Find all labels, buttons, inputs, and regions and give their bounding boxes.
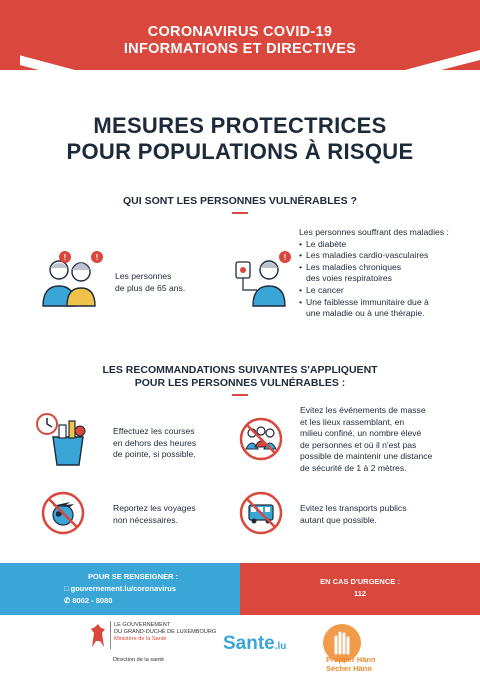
info-footer — [0, 563, 240, 615]
gov-line: Ministère de la Santé — [114, 636, 167, 642]
recommendation-line: et les lieux rassemblant, en — [300, 416, 405, 427]
recommendation-line: de personnes et où il n'est pas — [300, 439, 417, 450]
hand-line: Propper Hänn — [326, 655, 376, 664]
disease-item: • Les maladies chroniques — [299, 262, 474, 274]
disease3-cont: des voies respiratoires — [306, 273, 392, 284]
phone-number[interactable]: 8002 - 8080 — [72, 596, 113, 605]
recommendation-line: possible de maintenir une distance — [300, 451, 433, 462]
gov-line: DU GRAND-DUCHÉ DE LUXEMBOURG — [114, 629, 217, 635]
logo-strip — [0, 615, 480, 678]
banner-title-line2: INFORMATIONS ET DIRECTIVES — [123, 41, 357, 57]
svg-text:!: ! — [63, 253, 67, 262]
svg-text:!: ! — [283, 253, 287, 262]
diseases-intro: Les personnes souffrant des maladies : — [299, 227, 449, 237]
hand-washing-text — [326, 655, 376, 673]
computer-icon: □ — [64, 584, 69, 593]
info-label: POUR SE RENSEIGNER : — [88, 572, 179, 581]
banner-title — [0, 24, 480, 58]
disease-item: • Le cancer — [299, 285, 474, 297]
page-title-line1: MESURES PROTECTRICES — [93, 113, 387, 138]
no-bus-icon — [238, 490, 284, 536]
sante-logo-suffix: .lu — [274, 641, 287, 652]
recommendation-line: de pointe, si possible. — [113, 449, 196, 460]
emergency-footer — [240, 563, 480, 615]
recommendation-line: milieu confiné, un nombre élevé — [300, 428, 422, 439]
sick-person-icon — [233, 250, 299, 308]
emergency-number[interactable]: 112 — [353, 589, 367, 598]
banner-title-line1: CORONAVIRUS COVID-19 — [147, 24, 333, 40]
age-line2: de plus de 65 ans. — [115, 282, 186, 293]
recommendation-line: non nécessaires. — [113, 514, 178, 525]
gov-text — [114, 622, 216, 643]
recommendation-text — [300, 405, 432, 475]
disease-item-continued — [299, 273, 474, 285]
gov-line: LE GOUVERNEMENT — [114, 622, 171, 628]
phone-icon: ✆ — [64, 596, 71, 605]
emergency-label: EN CAS D'URGENCE : — [320, 577, 400, 586]
page-title — [0, 113, 480, 165]
luxembourg-lion-logo — [88, 623, 108, 649]
recommendation-text — [300, 503, 407, 526]
website-link[interactable]: gouvernement.lu/coronavirus — [70, 584, 177, 593]
website-line — [64, 583, 176, 594]
recommendation-line: Evitez les transports publics — [300, 503, 407, 513]
phone-line — [64, 595, 112, 606]
recommendation-line: Reportez les voyages — [113, 503, 196, 513]
recommendations-heading-line1: LES RECOMMANDATIONS SUIVANTES S'APPLIQUENT — [102, 364, 378, 376]
recommendation-text — [113, 503, 196, 526]
no-crowd-icon — [238, 416, 284, 462]
recommendation-line: de sécurité de 1 à 2 mètres. — [300, 462, 407, 473]
sante-logo — [223, 633, 286, 655]
disease-item: • Le diabète — [299, 239, 474, 251]
header-banner — [0, 0, 480, 78]
heading-underline — [232, 212, 248, 214]
sante-logo-main: Sante — [223, 633, 275, 654]
svg-text:!: ! — [95, 253, 99, 262]
recommendations-heading — [0, 364, 480, 390]
heading-underline — [232, 394, 248, 396]
recommendation-line: Evitez les événements de masse — [300, 405, 426, 415]
shopping-clock-icon — [35, 411, 95, 467]
disease5-cont: une maladie ou à une thérapie. — [306, 308, 425, 319]
hand-line: Sécher Hänn — [326, 664, 372, 673]
page-title-line2: POUR POPULATIONS À RISQUE — [66, 139, 414, 164]
disease-item-continued — [299, 308, 474, 320]
age-group-text — [115, 271, 185, 294]
recommendation-line: autant que possible. — [300, 514, 377, 525]
vulnerable-heading: QUI SONT LES PERSONNES VULNÉRABLES ? — [123, 195, 357, 207]
elderly-couple-icon — [37, 248, 107, 308]
recommendation-line: en dehors des heures — [113, 437, 197, 448]
disease-item: • Les maladies cardio-vasculaires — [299, 250, 474, 262]
age-line1: Les personnes — [115, 271, 172, 281]
no-travel-icon — [40, 490, 86, 536]
recommendation-line: Effectuez les courses — [113, 426, 195, 436]
gov-divider — [110, 621, 111, 649]
recommendations-heading-line2: POUR LES PERSONNES VULNÉRABLES : — [134, 377, 346, 389]
disease-item: • Une faiblesse immunitaire due à — [299, 297, 474, 309]
recommendation-text — [113, 426, 196, 461]
diseases-list — [299, 227, 474, 320]
gov-direction: Direction de la santé — [113, 657, 164, 663]
